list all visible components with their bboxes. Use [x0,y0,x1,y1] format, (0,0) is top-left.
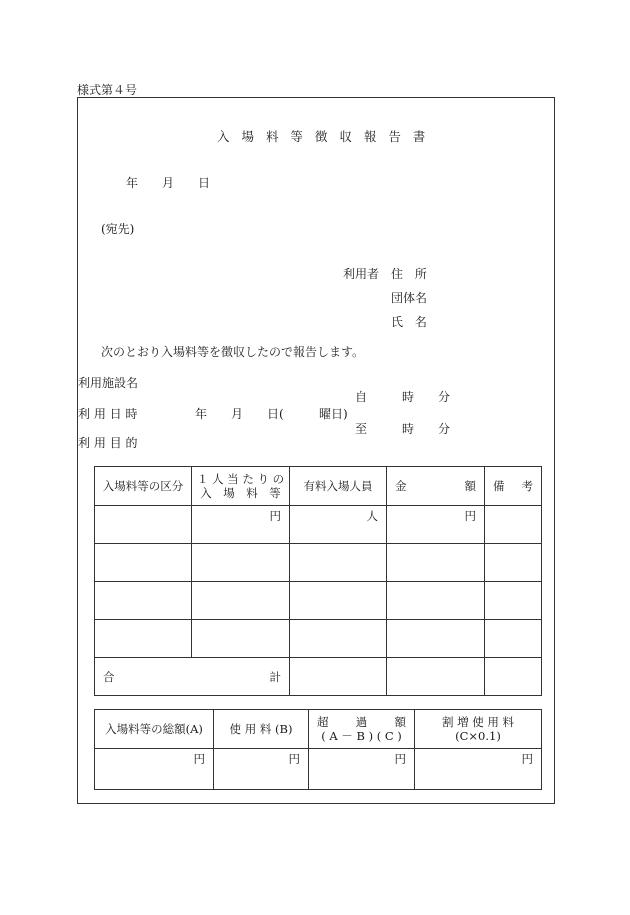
header-amount-right: 額 [464,479,476,493]
table-cell[interactable] [485,506,542,544]
table-row [95,749,542,790]
total-label-left: 合 [103,669,115,684]
usage-fee-yen[interactable]: 円 [214,749,309,790]
table-cell[interactable] [290,620,387,658]
total-row [95,658,542,696]
header-total-amount: 入場料等の総額(A) [95,710,214,749]
table-cell[interactable] [485,658,542,696]
header-per-person [192,467,290,506]
fee-summary-table [94,709,542,790]
report-statement: 次のとおり入場料等を徴収したので報告します。 [101,345,365,359]
header-surcharge [415,710,542,749]
form-frame [77,97,555,804]
header-per-person-line1: １ 人 当 た り の [196,471,285,486]
total-amount-yen[interactable]: 円 [95,749,214,790]
table-cell[interactable] [290,582,387,620]
table-cell[interactable] [95,506,192,544]
table-row [95,544,542,582]
table-cell[interactable] [192,544,290,582]
table-cell[interactable] [95,582,192,620]
time-from-label: 自 [355,390,368,404]
usage-day-open-label: 日( [267,407,284,421]
header-usage-fee: 使 用 料 (B) [214,710,309,749]
form-number: 様式第４号 [77,83,138,97]
header-surcharge-line1: 割 増 使 用 料 [441,714,515,729]
applicant-group-label: 団体名 [391,291,428,305]
table-cell[interactable] [95,544,192,582]
form-title: 入 場 料 等 徴 収 報 告 書 [217,129,430,144]
header-excess [309,710,415,749]
time-to-label: 至 [355,422,368,436]
table-cell-amount-yen[interactable]: 円 [387,506,485,544]
time-to-hour-label: 時 [402,422,415,436]
date-month-label: 月 [162,176,175,190]
surcharge-yen[interactable]: 円 [415,749,542,790]
header-excess-left: 超 [317,714,329,729]
header-excess-right: 額 [394,714,406,729]
time-from-hour-label: 時 [402,390,415,404]
usage-datetime-label: 利 用 日 時 [78,407,138,421]
table-cell[interactable] [95,620,192,658]
header-amount [387,467,485,506]
table-cell[interactable] [485,582,542,620]
addressee-label: (宛先) [101,222,135,236]
usage-weekday-label: 曜日) [319,407,348,421]
header-remarks-right: 考 [521,479,533,493]
header-amount-left: 金 [395,479,407,493]
admission-fee-table [94,466,542,696]
header-category: 入場料等の区分 [95,467,192,506]
date-day-label: 日 [198,176,211,190]
table-row [95,506,542,544]
excess-yen[interactable]: 円 [309,749,415,790]
table-cell[interactable] [192,582,290,620]
applicant-address-label: 住 所 [391,267,431,281]
table-cell[interactable] [485,544,542,582]
table-row [95,582,542,620]
header-excess-formula: ( A － B ) ( C ) [321,729,402,743]
header-per-person-line2: 入 場 料 等 [200,486,281,500]
table-cell-person[interactable]: 人 [290,506,387,544]
applicant-name-label: 氏 名 [391,315,431,329]
total-label-right: 計 [269,669,281,684]
applicant-role-label: 利用者 [343,267,380,281]
header-excess-mid: 過 [355,714,368,729]
usage-purpose-label: 利 用 目 的 [78,436,138,450]
usage-month-label: 月 [231,407,244,421]
header-paid-attendees: 有料入場人員 [290,467,387,506]
table-cell[interactable] [387,544,485,582]
usage-year-label: 年 [195,407,208,421]
table-cell[interactable] [387,582,485,620]
header-remarks [485,467,542,506]
total-label [95,658,290,696]
table-cell[interactable] [290,544,387,582]
facility-name-label: 利用施設名 [78,376,139,390]
table-row [95,620,542,658]
header-remarks-left: 備 [493,479,505,493]
time-from-minute-label: 分 [438,390,451,404]
time-to-minute-label: 分 [438,422,451,436]
date-year-label: 年 [126,176,139,190]
table-cell[interactable] [485,620,542,658]
header-surcharge-line2: (C×0.1) [455,729,501,743]
table-cell[interactable] [387,620,485,658]
table-cell[interactable] [290,658,387,696]
table-cell[interactable] [387,658,485,696]
table-cell-yen[interactable]: 円 [192,506,290,544]
table-cell[interactable] [192,620,290,658]
